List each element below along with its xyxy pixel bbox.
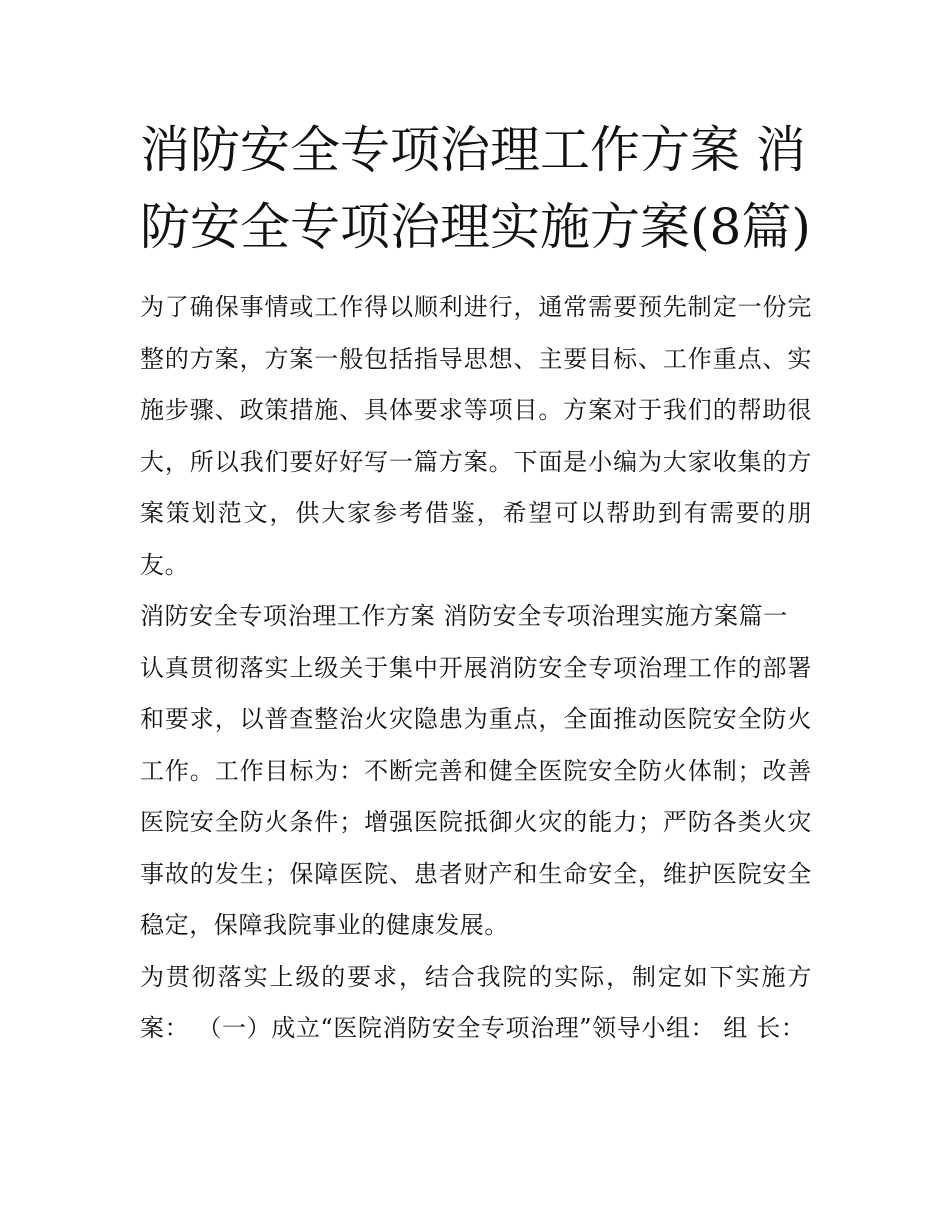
document-title: 消防安全专项治理工作方案 消防安全专项治理实施方案(8篇) bbox=[140, 121, 811, 256]
section-heading: 消防安全专项治理工作方案 消防安全专项治理实施方案篇一 bbox=[140, 602, 788, 630]
document-page bbox=[140, 112, 812, 1055]
intro-paragraph: 为了确保事情或工作得以顺利进行，通常需要预先制定一份完整的方案，方案一般包括指导思想、主要目标、工作重点、实施步骤、政策措施、具体要求等项目。方案对于我们的帮助很大，所以我们要好好写一篇方案。下面是小编为大家收集的方案策划范文，供大家参考借鉴，希望可以帮助到有需要的朋友。 bbox=[140, 293, 812, 579]
body-paragraph: 认真贯彻落实上级关于集中开展消防安全专项治理工作的部署和要求，以普查整治火灾隐患为重点，全面推动医院安全防火工作。工作目标为：不断完善和健全医院安全防火体制；改善医院安全防火条件；增强医院抵御火灾的能力；严防各类火灾事故的发生；保障医院、患者财产和生命安全，维护医院安全稳定，保障我院事业的健康发展。 bbox=[140, 653, 812, 939]
body-paragraph: 为贯彻落实上级的要求，结合我院的实际，制定如下实施方案： （一）成立“医院消防安全专项治理”领导小组： 组 长： bbox=[140, 962, 812, 1042]
